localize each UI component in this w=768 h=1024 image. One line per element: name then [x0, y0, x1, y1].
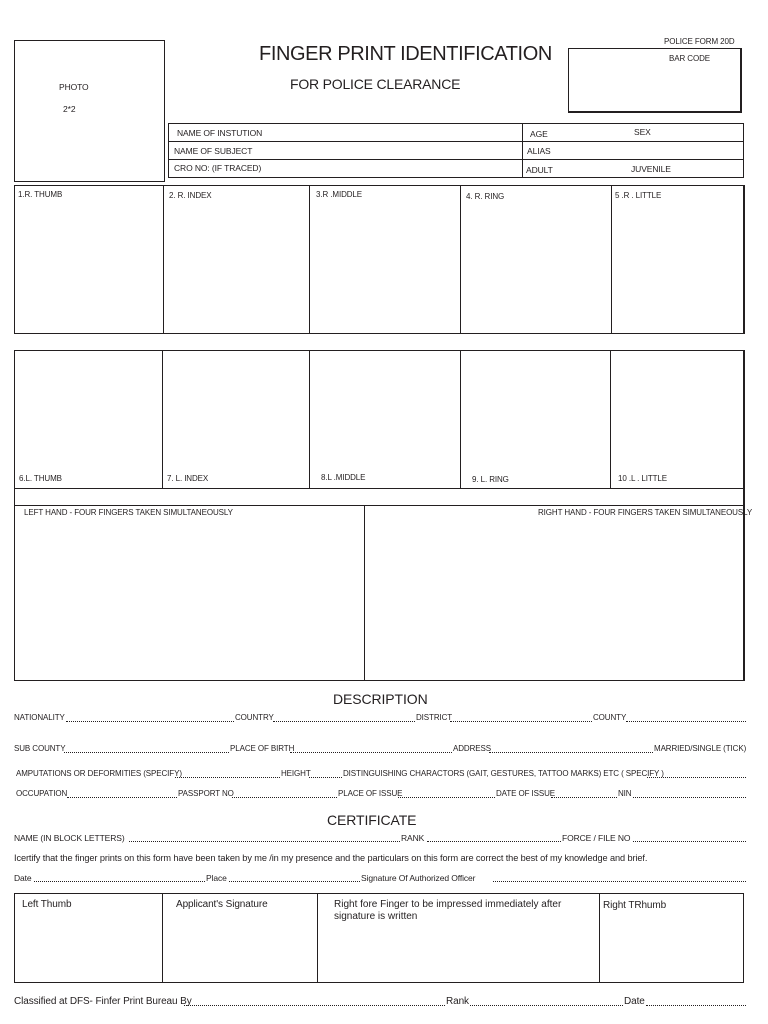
- block-name-label: NAME (IN BLOCK LETTERS): [14, 833, 125, 843]
- left-hand-prints: [14, 350, 753, 681]
- officer-signature-field[interactable]: [493, 881, 746, 882]
- finger-slot: 10 .L . LITTLE: [618, 474, 667, 483]
- signature-table: [14, 893, 744, 983]
- form-code: POLICE FORM 20D: [664, 37, 735, 46]
- applicant-signature-label: Applicant's Signature: [176, 899, 268, 910]
- occupation-field[interactable]: [67, 797, 177, 798]
- sex-label: SEX: [634, 127, 651, 137]
- finger-slot: 5 .R . LITTLE: [615, 191, 662, 200]
- right-fore-finger-label: Right fore Finger to be impressed immediately after signature is written: [334, 899, 562, 922]
- barcode-label: BAR CODE: [669, 54, 710, 63]
- right-thumb-label: Right TRhumb: [603, 900, 667, 911]
- certification-statement: Icertify that the finger prints on this form have been taken by me /in my presence and the particulars on this form are correct the best of my knowledge and brief.: [14, 853, 648, 863]
- country-field[interactable]: [273, 721, 415, 722]
- date-of-issue-field[interactable]: [551, 797, 617, 798]
- force-file-field[interactable]: [633, 841, 746, 842]
- place-of-issue-label: PLACE OF ISSUE: [338, 789, 403, 798]
- cert-place-field[interactable]: [229, 881, 360, 882]
- footer-date-field[interactable]: [646, 1005, 746, 1006]
- sub-county-label: SUB COUNTY: [14, 744, 66, 753]
- address-label: ADDRESS: [453, 744, 491, 753]
- juvenile-label: JUVENILE: [631, 164, 671, 174]
- left-simultaneous-label: LEFT HAND - FOUR FINGERS TAKEN SIMULTANEOUSLY: [24, 508, 233, 517]
- cert-place-label: Place: [206, 873, 227, 883]
- finger-slot: 8.L .MIDDLE: [321, 473, 366, 482]
- finger-slot: 2. R. INDEX: [169, 191, 212, 200]
- amputations-field[interactable]: [175, 777, 280, 778]
- description-heading: DESCRIPTION: [333, 691, 428, 707]
- distinguishing-field[interactable]: [647, 777, 746, 778]
- district-label: DISTRICT: [416, 713, 453, 722]
- finger-slot: 7. L. INDEX: [167, 474, 209, 483]
- right-simultaneous-label: RIGHT HAND - FOUR FINGERS TAKEN SIMULTANEOUSLY: [538, 508, 753, 517]
- right-hand-prints: [14, 185, 745, 334]
- passport-label: PASSPORT NO: [178, 789, 234, 798]
- certificate-heading: CERTIFICATE: [327, 812, 417, 828]
- county-field[interactable]: [626, 721, 746, 722]
- subject-table: [168, 123, 744, 178]
- age-label: AGE: [530, 129, 548, 139]
- subject-name-label: NAME OF SUBJECT: [174, 146, 253, 156]
- classified-field[interactable]: [184, 1005, 445, 1006]
- sub-county-field[interactable]: [64, 752, 229, 753]
- form-subtitle: FOR POLICE CLEARANCE: [290, 76, 461, 92]
- nin-field[interactable]: [633, 797, 746, 798]
- alias-label: ALIAS: [527, 146, 551, 156]
- marital-status-label: MARRIED/SINGLE (TICK): [654, 744, 747, 753]
- cro-label: CRO NO: (IF TRACED): [174, 163, 262, 173]
- institution-label: NAME OF INSTUTION: [177, 128, 263, 138]
- block-name-field[interactable]: [129, 841, 400, 842]
- country-label: COUNTRY: [235, 713, 274, 722]
- rank-field[interactable]: [427, 841, 561, 842]
- finger-slot: 4. R. RING: [466, 192, 505, 201]
- footer-rank-field[interactable]: [470, 1005, 623, 1006]
- nationality-field[interactable]: [66, 721, 234, 722]
- occupation-label: OCCUPATION: [16, 789, 68, 798]
- left-thumb-label: Left Thumb: [22, 899, 72, 910]
- classified-label: Classified at DFS- Finfer Print Bureau By: [14, 996, 192, 1007]
- address-field[interactable]: [489, 752, 653, 753]
- photo-label: PHOTO: [59, 82, 89, 92]
- cert-date-label: Date: [14, 873, 32, 883]
- distinguishing-label: DISTINGUISHING CHARACTORS (GAIT, GESTURES, TATTOO MARKS) ETC ( SPECIFY ): [343, 769, 664, 778]
- date-of-issue-label: DATE OF ISSUE: [496, 789, 556, 798]
- rank-label: RANK: [401, 833, 425, 843]
- nationality-label: NATIONALITY: [14, 713, 65, 722]
- amputations-label: AMPUTATIONS OR DEFORMITIES (SPECIFY): [16, 769, 182, 778]
- footer-rank-label: Rank: [446, 996, 469, 1007]
- county-label: COUNTY: [593, 713, 627, 722]
- height-label: HEIGHT: [281, 769, 311, 778]
- finger-slot: 1.R. THUMB: [18, 190, 63, 199]
- height-field[interactable]: [309, 777, 342, 778]
- passport-field[interactable]: [232, 797, 337, 798]
- cert-date-field[interactable]: [34, 881, 205, 882]
- photo-box: [14, 40, 165, 182]
- place-of-issue-field[interactable]: [398, 797, 495, 798]
- footer-date-label: Date: [624, 996, 645, 1007]
- officer-signature-label: Signature Of Authorized Officer: [361, 873, 476, 883]
- photo-size: 2*2: [63, 104, 76, 114]
- district-field[interactable]: [450, 721, 592, 722]
- nin-label: NIN: [618, 789, 632, 798]
- form-title: FINGER PRINT IDENTIFICATION: [259, 43, 552, 65]
- finger-slot: 6.L. THUMB: [19, 474, 62, 483]
- adult-label: ADULT: [526, 165, 553, 175]
- finger-slot: 9. L. RING: [472, 475, 509, 484]
- finger-slot: 3.R .MIDDLE: [316, 190, 363, 199]
- barcode-box: [568, 48, 742, 113]
- place-of-birth-field[interactable]: [290, 752, 452, 753]
- place-of-birth-label: PLACE OF BIRTH: [230, 744, 295, 753]
- force-file-label: FORCE / FILE NO: [562, 833, 631, 843]
